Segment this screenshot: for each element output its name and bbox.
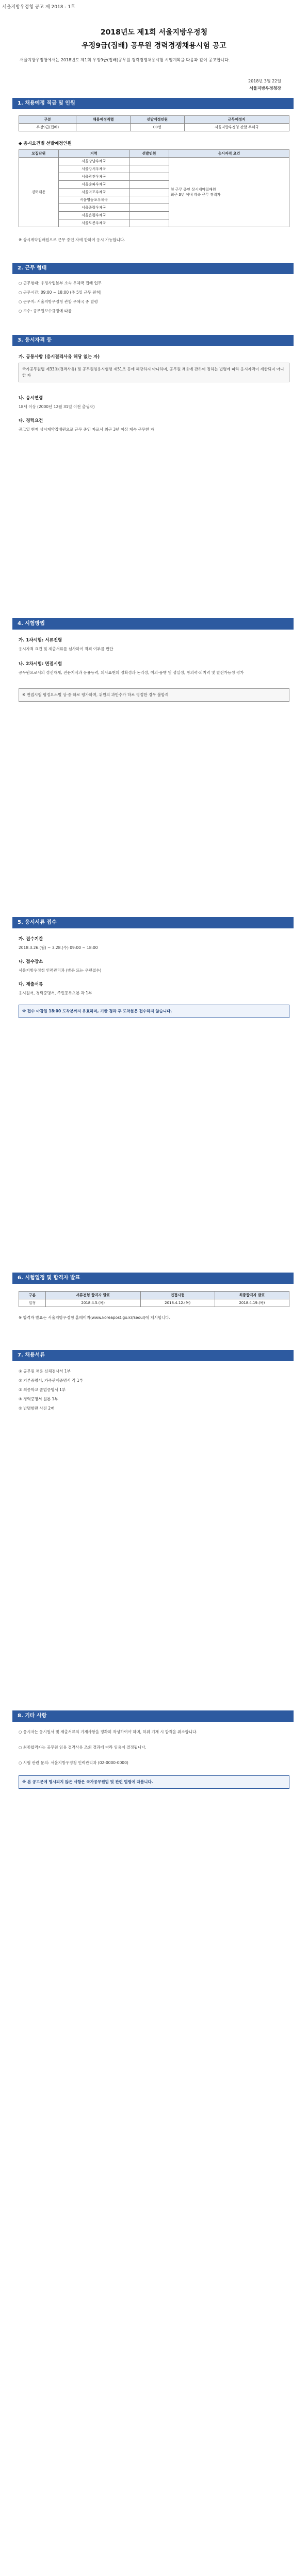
positions-table: [19, 115, 289, 131]
selection-table: [19, 149, 289, 227]
exam-text: 공무원으로서의 정신자세, 전문지식과 응용능력, 의사표현의 정확성과 논리성, 예의·품행 및 성실성, 창의력·의지력 및 발전가능성 평가: [19, 670, 244, 675]
eligibility-text: 공고일 현재 상시계약집배원으로 근무 중인 자로서 최근 3년 이상 계속 근무한 자: [19, 427, 154, 432]
table-cell: [129, 173, 169, 181]
table-cell: 일정: [19, 1299, 46, 1307]
application-text: 2018.3.26.(월) ~ 3.28.(수) 09:00 ~ 18:00: [19, 945, 98, 950]
table-header: 구분: [19, 1292, 46, 1299]
docs-line: ④ 경력증명서 원본 1부: [19, 1397, 58, 1401]
exam-sub: 나. 2차시험: 면접시험: [19, 662, 62, 667]
table-header-row: [19, 116, 289, 124]
schedule-table: [19, 1291, 289, 1307]
docs-line: ② 기본증명서, 가족관계증명서 각 1부: [19, 1378, 83, 1383]
application-sub: 나. 접수장소: [19, 959, 43, 964]
section-header-docs: 7. 채용서류: [12, 1350, 294, 1361]
application-highlight: ※ 접수 마감일 18:00 도착분까지 유효하며, 기한 경과 후 도착분은 접수하지 않습니다.: [19, 1005, 289, 1018]
table-cell: 서울영등포우체국: [58, 196, 129, 204]
group-cell: 경력채용: [19, 158, 59, 227]
misc-line: ○ 응시자는 응시원서 및 제출서류의 기재사항을 정확히 작성하여야 하며, 허위 기재 시 합격을 취소합니다.: [19, 1730, 198, 1734]
table-cell: [129, 158, 169, 165]
docs-line: ① 공무원 채용 신체검사서 1부: [19, 1369, 71, 1374]
section-header-misc: 8. 기타 사항: [12, 1710, 294, 1722]
section-header-positions: 1. 채용예정 직급 및 인원: [12, 98, 294, 109]
page-title: 2018년도 제1회 서울지방우정청: [100, 28, 208, 37]
table-header-row: [19, 150, 289, 158]
page-subtitle: 우정9급(집배) 공무원 경력경쟁채용시험 공고: [82, 42, 226, 50]
section-header-eligibility: 3. 응시자격 등: [12, 335, 294, 346]
req-line: 최근 3년 이내 계속 근무 경력자: [170, 193, 221, 197]
eligibility-sub: 다. 경력요건: [19, 418, 43, 423]
table2-title: ◆ 응시요건별 선발예정인원: [19, 141, 72, 146]
req-cell: [169, 158, 289, 227]
table-note: ※ 상시계약집배원으로 근무 중인 자에 한하여 응시 가능합니다.: [19, 238, 125, 242]
table-header: 지역: [58, 150, 129, 158]
table-cell: [129, 204, 169, 212]
section-header-exam: 4. 시험방법: [12, 618, 294, 630]
table-row: [19, 124, 289, 131]
docs-line: ③ 최종학교 졸업증명서 1부: [19, 1387, 66, 1392]
work-line: ○ 근무시간: 09:00 ~ 18:00 (주 5일 근무 원칙): [19, 290, 102, 295]
table-cell: 우정9급(집배): [19, 124, 76, 131]
table-header: 채용예정직렬: [76, 116, 131, 124]
section-header-application: 5. 응시서류 접수: [12, 917, 294, 928]
eligibility-text: 18세 이상 (2000년 12월 31일 이전 출생자): [19, 404, 95, 409]
table-cell: 서울은평우체국: [58, 212, 129, 219]
exam-text: 응시자격 요건 및 제출서류를 심사하여 적격 여부를 판단: [19, 647, 114, 651]
misc-line: ○ 최종합격자는 공무원 임용 결격사유 조회 결과에 따라 임용이 결정됩니다.: [19, 1745, 147, 1750]
table-cell: 서울송파우체국: [58, 181, 129, 189]
table-cell: 서울강서우체국: [58, 165, 129, 173]
table-header: 응시자격 요건: [169, 150, 289, 158]
exam-sub: 가. 1차시험: 서류전형: [19, 638, 62, 643]
eligibility-box: 국가공무원법 제33조(결격사유) 및 공무원임용시험령 제51조 등에 해당하지 아니하며, 공무원 채용에 관하여 정하는 법령에 따라 응시자격이 제한되지 아니한 자: [19, 363, 289, 382]
table-header: 면접시험: [140, 1292, 215, 1299]
table-cell: 서울중랑우체국: [58, 204, 129, 212]
intro-text: 서울지방우정청에서는 2018년도 제1회 우정9급(집배)공무원 경력경쟁채용시험 시행계획을 다음과 같이 공고합니다.: [20, 58, 230, 62]
table-cell: [129, 189, 169, 196]
work-line: ○ 근무지: 서울지방우정청 관할 우체국 중 발령: [19, 299, 98, 304]
schedule-note: ※ 합격자 발표는 서울지방우정청 홈페이지(www.koreapost.go.kr/seoul)에 게시합니다.: [19, 1315, 171, 1320]
table-cell: 00명: [130, 124, 184, 131]
table-cell: [76, 124, 131, 131]
work-line: ○ 근무형태: 우정사업본부 소속 우체국 집배 업무: [19, 281, 102, 285]
title-block: [0, 27, 308, 50]
table-cell: 서울강남우체국: [58, 158, 129, 165]
table-header: 모집단위: [19, 150, 59, 158]
table-row: [19, 1299, 289, 1307]
table-cell: 서울도봉우체국: [58, 219, 129, 227]
work-line: ○ 보수: 공무원보수규정에 따름: [19, 309, 72, 313]
table-cell: [129, 165, 169, 173]
table-cell: [129, 181, 169, 189]
table-header: 선발인원: [129, 150, 169, 158]
req-line: 현 근무 중인 상시계약집배원: [170, 188, 216, 192]
notice-date: 2018년 3월 22일: [248, 79, 281, 83]
application-text: 응시원서, 경력증명서, 주민등록초본 각 1부: [19, 991, 92, 995]
application-sub: 가. 접수기간: [19, 937, 43, 942]
misc-line: ○ 시험 관련 문의: 서울지방우정청 인력관리과 (02-0000-0000): [19, 1760, 128, 1765]
application-sub: 다. 제출서류: [19, 982, 43, 987]
table-header: 서류전형 합격자 발표: [45, 1292, 140, 1299]
section-header-schedule: 6. 시험일정 및 합격자 발표: [12, 1273, 294, 1284]
table-cell: 서울광진우체국: [58, 173, 129, 181]
notice-org: 서울지방우정청장: [249, 86, 281, 91]
breadcrumb: 서울지방우정청 공고 제 2018 - 1호: [2, 5, 75, 10]
docs-line: ⑤ 반명함판 사진 2매: [19, 1406, 55, 1411]
table-header-row: [19, 1292, 289, 1299]
table-header: 최종합격자 발표: [215, 1292, 289, 1299]
table-cell: [129, 212, 169, 219]
table-header: 선발예정인원: [130, 116, 184, 124]
exam-note: ※ 면접시험 평정요소별 상·중·하로 평가하며, 위원의 과반수가 하로 평정한 경우 불합격: [19, 688, 289, 702]
application-text: 서울지방우정청 인력관리과 (방문 또는 우편접수): [19, 968, 102, 973]
table-row: [19, 158, 289, 165]
table-cell: 서울지방우정청 관할 우체국: [184, 124, 289, 131]
misc-highlight: ※ 본 공고문에 명시되지 않은 사항은 국가공무원법 및 관련 법령에 따릅니다.: [19, 1775, 289, 1789]
section-header-work: 2. 근무 형태: [12, 263, 294, 274]
eligibility-sub: 나. 응시연령: [19, 396, 43, 401]
table-cell: 2018.4.19.(목): [215, 1299, 289, 1307]
table-cell: 서울마포우체국: [58, 189, 129, 196]
table-cell: [129, 196, 169, 204]
table-header: 근무예정지: [184, 116, 289, 124]
eligibility-sub: 가. 공통사항 (응시결격사유 해당 없는 자): [19, 354, 100, 360]
table-header: 구분: [19, 116, 76, 124]
table-cell: 2018.4.12.(목): [140, 1299, 215, 1307]
table-cell: 2018.4.5.(목): [45, 1299, 140, 1307]
table-cell: [129, 219, 169, 227]
